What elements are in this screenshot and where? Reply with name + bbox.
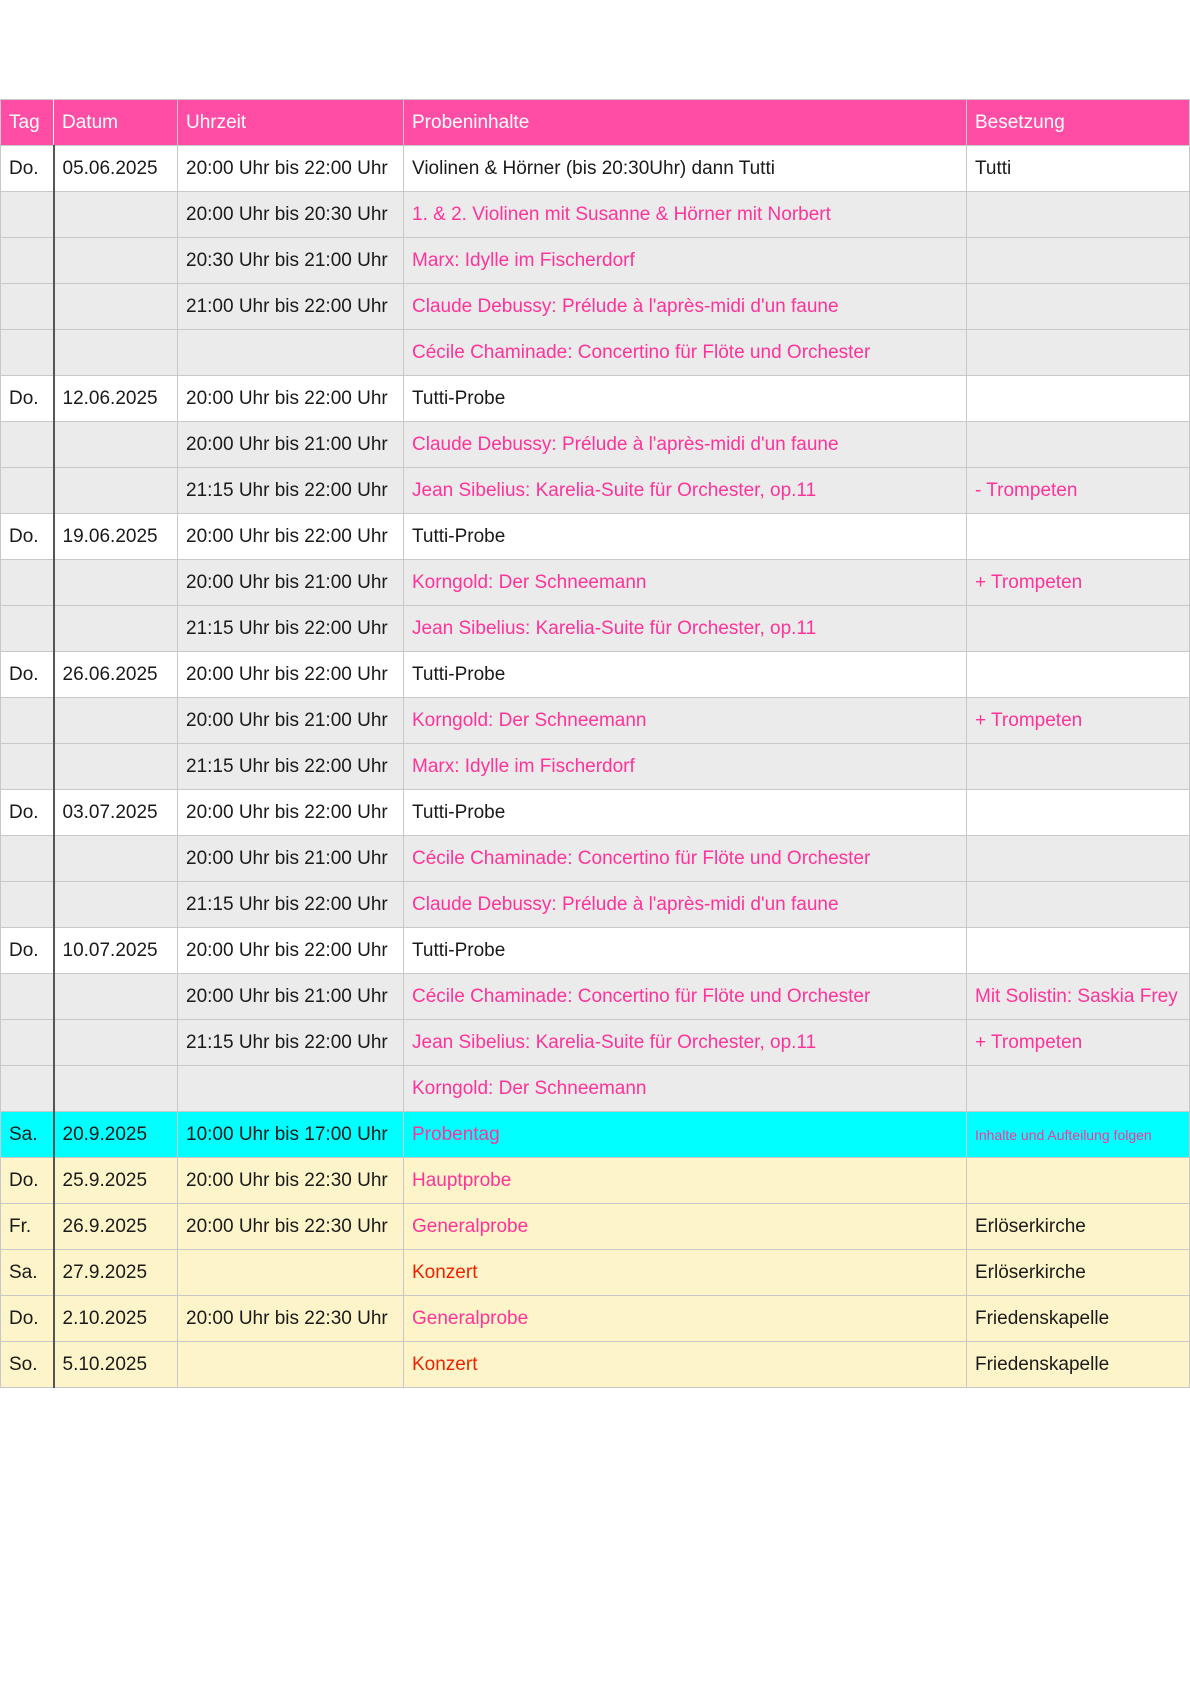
cell-besetzung-text: + Trompeten xyxy=(975,709,1083,731)
cell-uhrzeit xyxy=(178,1250,404,1296)
cell-datum xyxy=(54,1066,178,1112)
cell-datum-text: 26.9.2025 xyxy=(62,1215,148,1237)
table-row xyxy=(1,238,1190,284)
cell-tag-text: Do. xyxy=(9,1307,39,1329)
cell-uhrzeit xyxy=(178,422,404,468)
cell-tag xyxy=(1,974,54,1020)
cell-besetzung xyxy=(967,1296,1190,1342)
cell-besetzung xyxy=(967,652,1190,698)
cell-besetzung xyxy=(967,146,1190,192)
cell-tag xyxy=(1,1204,54,1250)
cell-datum xyxy=(54,422,178,468)
cell-datum xyxy=(54,376,178,422)
cell-uhrzeit xyxy=(178,1066,404,1112)
cell-uhrzeit-text: 20:00 Uhr bis 21:00 Uhr xyxy=(186,985,388,1007)
cell-tag xyxy=(1,698,54,744)
cell-probeninhalt-text: Hauptprobe xyxy=(412,1169,512,1191)
cell-probeninhalt xyxy=(404,836,967,882)
cell-datum xyxy=(54,652,178,698)
cell-besetzung xyxy=(967,1158,1190,1204)
cell-tag xyxy=(1,284,54,330)
cell-tag-text: Do. xyxy=(9,387,39,409)
cell-tag-text: Do. xyxy=(9,157,39,179)
cell-tag xyxy=(1,514,54,560)
cell-datum-text: 05.06.2025 xyxy=(62,157,158,179)
rehearsal-schedule-table xyxy=(0,99,1190,1388)
cell-besetzung-text: Tutti xyxy=(975,157,1012,179)
cell-datum-text: 19.06.2025 xyxy=(62,525,158,547)
cell-besetzung xyxy=(967,238,1190,284)
cell-besetzung-text: Friedenskapelle xyxy=(975,1307,1110,1329)
cell-probeninhalt xyxy=(404,146,967,192)
header-probeninhalte: Probeninhalte xyxy=(404,100,967,146)
cell-probeninhalt-text: Claude Debussy: Prélude à l'après-midi d'un faune xyxy=(412,433,839,455)
cell-tag xyxy=(1,1296,54,1342)
cell-tag xyxy=(1,1250,54,1296)
cell-tag xyxy=(1,606,54,652)
cell-probeninhalt xyxy=(404,330,967,376)
cell-probeninhalt-text: Violinen & Hörner (bis 20:30Uhr) dann Tutti xyxy=(412,157,775,179)
cell-tag xyxy=(1,192,54,238)
cell-probeninhalt xyxy=(404,560,967,606)
cell-uhrzeit xyxy=(178,1296,404,1342)
cell-uhrzeit xyxy=(178,330,404,376)
header-row xyxy=(1,100,1190,146)
cell-tag xyxy=(1,790,54,836)
cell-probeninhalt-text: Claude Debussy: Prélude à l'après-midi d'un faune xyxy=(412,893,839,915)
cell-besetzung xyxy=(967,560,1190,606)
cell-uhrzeit-text: 20:00 Uhr bis 21:00 Uhr xyxy=(186,847,388,869)
table-row xyxy=(1,974,1190,1020)
cell-probeninhalt xyxy=(404,1020,967,1066)
cell-uhrzeit xyxy=(178,1112,404,1158)
cell-tag xyxy=(1,376,54,422)
cell-uhrzeit-text: 21:15 Uhr bis 22:00 Uhr xyxy=(186,1031,388,1053)
cell-tag-text: Do. xyxy=(9,663,39,685)
cell-datum xyxy=(54,744,178,790)
cell-probeninhalt xyxy=(404,468,967,514)
table-row xyxy=(1,836,1190,882)
cell-tag xyxy=(1,1066,54,1112)
cell-tag-text: Do. xyxy=(9,939,39,961)
cell-probeninhalt-text: Cécile Chaminade: Concertino für Flöte und Orchester xyxy=(412,847,871,869)
cell-uhrzeit xyxy=(178,1020,404,1066)
cell-tag xyxy=(1,422,54,468)
cell-probeninhalt-text: Jean Sibelius: Karelia-Suite für Orchester, op.11 xyxy=(412,1031,817,1053)
cell-uhrzeit xyxy=(178,1342,404,1388)
cell-uhrzeit-text: 21:15 Uhr bis 22:00 Uhr xyxy=(186,893,388,915)
cell-uhrzeit xyxy=(178,514,404,560)
header-besetzung: Besetzung xyxy=(967,100,1190,146)
cell-probeninhalt-text: Jean Sibelius: Karelia-Suite für Orchester, op.11 xyxy=(412,617,817,639)
cell-probeninhalt xyxy=(404,1158,967,1204)
header-tag: Tag xyxy=(1,100,54,146)
cell-uhrzeit xyxy=(178,744,404,790)
cell-probeninhalt-text: Korngold: Der Schneemann xyxy=(412,709,647,731)
cell-besetzung xyxy=(967,422,1190,468)
cell-besetzung xyxy=(967,698,1190,744)
cell-datum xyxy=(54,606,178,652)
cell-uhrzeit xyxy=(178,698,404,744)
cell-probeninhalt xyxy=(404,606,967,652)
cell-besetzung-text: Friedenskapelle xyxy=(975,1353,1110,1375)
cell-probeninhalt xyxy=(404,744,967,790)
table-row xyxy=(1,882,1190,928)
table-row xyxy=(1,744,1190,790)
cell-besetzung xyxy=(967,468,1190,514)
cell-probeninhalt-text: Marx: Idylle im Fischerdorf xyxy=(412,249,635,271)
table-row xyxy=(1,514,1190,560)
cell-datum xyxy=(54,192,178,238)
cell-probeninhalt-text: Marx: Idylle im Fischerdorf xyxy=(412,755,635,777)
cell-probeninhalt xyxy=(404,928,967,974)
table-row xyxy=(1,928,1190,974)
cell-probeninhalt-text: Konzert xyxy=(412,1261,478,1283)
cell-datum xyxy=(54,882,178,928)
cell-datum xyxy=(54,1250,178,1296)
table-row xyxy=(1,1342,1190,1388)
table-row xyxy=(1,284,1190,330)
cell-besetzung-text: Inhalte und Aufteilung folgen xyxy=(975,1126,1152,1143)
cell-tag xyxy=(1,330,54,376)
cell-uhrzeit-text: 21:00 Uhr bis 22:00 Uhr xyxy=(186,295,388,317)
cell-datum-text: 12.06.2025 xyxy=(62,387,158,409)
cell-probeninhalt xyxy=(404,698,967,744)
cell-datum xyxy=(54,928,178,974)
cell-probeninhalt xyxy=(404,1112,967,1158)
cell-uhrzeit xyxy=(178,790,404,836)
cell-datum-text: 03.07.2025 xyxy=(62,801,158,823)
cell-tag xyxy=(1,1112,54,1158)
cell-besetzung xyxy=(967,790,1190,836)
cell-probeninhalt xyxy=(404,238,967,284)
cell-uhrzeit xyxy=(178,560,404,606)
cell-probeninhalt xyxy=(404,1066,967,1112)
cell-datum xyxy=(54,974,178,1020)
cell-probeninhalt-text: Tutti-Probe xyxy=(412,387,506,409)
cell-datum xyxy=(54,284,178,330)
header-uhrzeit: Uhrzeit xyxy=(178,100,404,146)
cell-besetzung xyxy=(967,836,1190,882)
cell-uhrzeit xyxy=(178,1204,404,1250)
cell-tag xyxy=(1,882,54,928)
cell-uhrzeit xyxy=(178,376,404,422)
table-row xyxy=(1,1296,1190,1342)
table-row xyxy=(1,1158,1190,1204)
cell-tag xyxy=(1,468,54,514)
cell-tag xyxy=(1,1158,54,1204)
cell-uhrzeit xyxy=(178,974,404,1020)
cell-uhrzeit xyxy=(178,928,404,974)
cell-probeninhalt-text: Tutti-Probe xyxy=(412,525,506,547)
cell-uhrzeit-text: 20:00 Uhr bis 22:00 Uhr xyxy=(186,663,388,685)
cell-probeninhalt-text: Generalprobe xyxy=(412,1307,529,1329)
table-row xyxy=(1,468,1190,514)
cell-datum-text: 20.9.2025 xyxy=(62,1123,148,1145)
cell-besetzung xyxy=(967,284,1190,330)
cell-uhrzeit-text: 20:00 Uhr bis 21:00 Uhr xyxy=(186,571,388,593)
table-row xyxy=(1,1112,1190,1158)
cell-uhrzeit-text: 20:00 Uhr bis 22:00 Uhr xyxy=(186,801,388,823)
cell-probeninhalt-text: Tutti-Probe xyxy=(412,939,506,961)
cell-probeninhalt xyxy=(404,882,967,928)
table-body xyxy=(1,146,1190,1388)
cell-datum-text: 5.10.2025 xyxy=(62,1353,148,1375)
table-row xyxy=(1,652,1190,698)
table-row xyxy=(1,192,1190,238)
cell-tag xyxy=(1,652,54,698)
cell-datum xyxy=(54,560,178,606)
cell-uhrzeit-text: 10:00 Uhr bis 17:00 Uhr xyxy=(186,1123,388,1145)
cell-probeninhalt xyxy=(404,1204,967,1250)
cell-besetzung xyxy=(967,928,1190,974)
cell-uhrzeit-text: 20:00 Uhr bis 22:30 Uhr xyxy=(186,1307,388,1329)
cell-uhrzeit-text: 20:00 Uhr bis 22:00 Uhr xyxy=(186,939,388,961)
cell-probeninhalt xyxy=(404,1250,967,1296)
cell-tag xyxy=(1,560,54,606)
cell-uhrzeit xyxy=(178,192,404,238)
cell-probeninhalt xyxy=(404,376,967,422)
header-datum: Datum xyxy=(54,100,178,146)
cell-tag xyxy=(1,146,54,192)
cell-uhrzeit-text: 20:00 Uhr bis 22:00 Uhr xyxy=(186,157,388,179)
cell-besetzung xyxy=(967,376,1190,422)
cell-besetzung xyxy=(967,1342,1190,1388)
cell-besetzung xyxy=(967,192,1190,238)
cell-tag xyxy=(1,1020,54,1066)
cell-uhrzeit xyxy=(178,284,404,330)
cell-datum xyxy=(54,330,178,376)
cell-uhrzeit xyxy=(178,1158,404,1204)
cell-datum-text: 25.9.2025 xyxy=(62,1169,148,1191)
cell-besetzung xyxy=(967,606,1190,652)
cell-datum-text: 2.10.2025 xyxy=(62,1307,148,1329)
cell-probeninhalt-text: Tutti-Probe xyxy=(412,801,506,823)
cell-tag-text: Do. xyxy=(9,1169,39,1191)
cell-probeninhalt-text: Tutti-Probe xyxy=(412,663,506,685)
cell-uhrzeit xyxy=(178,238,404,284)
cell-tag xyxy=(1,744,54,790)
cell-uhrzeit-text: 21:15 Uhr bis 22:00 Uhr xyxy=(186,617,388,639)
table-row xyxy=(1,1020,1190,1066)
cell-besetzung xyxy=(967,330,1190,376)
table-row xyxy=(1,1250,1190,1296)
cell-probeninhalt-text: Claude Debussy: Prélude à l'après-midi d'un faune xyxy=(412,295,839,317)
cell-datum xyxy=(54,790,178,836)
cell-probeninhalt xyxy=(404,974,967,1020)
cell-probeninhalt-text: Korngold: Der Schneemann xyxy=(412,1077,647,1099)
cell-probeninhalt-text: Generalprobe xyxy=(412,1215,529,1237)
cell-besetzung-text: + Trompeten xyxy=(975,1031,1083,1053)
cell-uhrzeit xyxy=(178,146,404,192)
cell-probeninhalt-text: 1. & 2. Violinen mit Susanne & Hörner mit Norbert xyxy=(412,203,831,225)
cell-besetzung xyxy=(967,1250,1190,1296)
table-row xyxy=(1,422,1190,468)
cell-uhrzeit-text: 20:00 Uhr bis 20:30 Uhr xyxy=(186,203,388,225)
cell-datum xyxy=(54,146,178,192)
cell-probeninhalt xyxy=(404,1296,967,1342)
cell-datum xyxy=(54,1204,178,1250)
cell-uhrzeit-text: 20:00 Uhr bis 22:00 Uhr xyxy=(186,525,388,547)
cell-datum xyxy=(54,1112,178,1158)
cell-tag-text: Sa. xyxy=(9,1123,38,1145)
table-row xyxy=(1,330,1190,376)
table-row xyxy=(1,606,1190,652)
cell-besetzung xyxy=(967,1204,1190,1250)
cell-besetzung xyxy=(967,882,1190,928)
cell-besetzung-text: + Trompeten xyxy=(975,571,1083,593)
cell-datum-text: 27.9.2025 xyxy=(62,1261,148,1283)
cell-probeninhalt xyxy=(404,422,967,468)
table-row xyxy=(1,146,1190,192)
cell-besetzung xyxy=(967,1112,1190,1158)
cell-uhrzeit-text: 20:00 Uhr bis 22:30 Uhr xyxy=(186,1169,388,1191)
cell-probeninhalt xyxy=(404,192,967,238)
cell-besetzung-text: Erlöserkirche xyxy=(975,1261,1086,1283)
cell-datum-text: 26.06.2025 xyxy=(62,663,158,685)
cell-probeninhalt-text: Korngold: Der Schneemann xyxy=(412,571,647,593)
cell-besetzung xyxy=(967,744,1190,790)
cell-datum xyxy=(54,1158,178,1204)
cell-datum xyxy=(54,1020,178,1066)
cell-besetzung xyxy=(967,974,1190,1020)
cell-uhrzeit-text: 20:00 Uhr bis 21:00 Uhr xyxy=(186,709,388,731)
table-header xyxy=(1,100,1190,146)
cell-probeninhalt xyxy=(404,652,967,698)
cell-datum xyxy=(54,1342,178,1388)
cell-uhrzeit-text: 21:15 Uhr bis 22:00 Uhr xyxy=(186,479,388,501)
cell-uhrzeit xyxy=(178,652,404,698)
cell-tag-text: Fr. xyxy=(9,1215,32,1237)
cell-datum xyxy=(54,468,178,514)
table-row xyxy=(1,1066,1190,1112)
cell-probeninhalt-text: Cécile Chaminade: Concertino für Flöte und Orchester xyxy=(412,341,871,363)
table-row xyxy=(1,1204,1190,1250)
cell-datum xyxy=(54,698,178,744)
cell-besetzung xyxy=(967,1020,1190,1066)
cell-tag xyxy=(1,836,54,882)
cell-tag-text: Do. xyxy=(9,525,39,547)
cell-datum xyxy=(54,514,178,560)
cell-besetzung-text: Erlöserkirche xyxy=(975,1215,1086,1237)
cell-probeninhalt xyxy=(404,790,967,836)
cell-tag xyxy=(1,1342,54,1388)
cell-uhrzeit xyxy=(178,836,404,882)
cell-probeninhalt xyxy=(404,1342,967,1388)
cell-uhrzeit xyxy=(178,606,404,652)
cell-uhrzeit-text: 20:30 Uhr bis 21:00 Uhr xyxy=(186,249,388,271)
cell-tag-text: Do. xyxy=(9,801,39,823)
cell-datum xyxy=(54,1296,178,1342)
cell-tag-text: Sa. xyxy=(9,1261,38,1283)
cell-besetzung-text: - Trompeten xyxy=(975,479,1078,501)
cell-probeninhalt-text: Cécile Chaminade: Concertino für Flöte und Orchester xyxy=(412,985,871,1007)
cell-datum xyxy=(54,238,178,284)
cell-tag xyxy=(1,238,54,284)
table-row xyxy=(1,560,1190,606)
cell-probeninhalt-text: Konzert xyxy=(412,1353,478,1375)
cell-uhrzeit-text: 20:00 Uhr bis 22:00 Uhr xyxy=(186,387,388,409)
cell-datum-text: 10.07.2025 xyxy=(62,939,158,961)
cell-probeninhalt-text: Jean Sibelius: Karelia-Suite für Orchester, op.11 xyxy=(412,479,817,501)
table-row xyxy=(1,790,1190,836)
cell-uhrzeit xyxy=(178,468,404,514)
cell-besetzung xyxy=(967,514,1190,560)
cell-uhrzeit-text: 20:00 Uhr bis 22:30 Uhr xyxy=(186,1215,388,1237)
cell-datum xyxy=(54,836,178,882)
cell-besetzung xyxy=(967,1066,1190,1112)
cell-uhrzeit-text: 21:15 Uhr bis 22:00 Uhr xyxy=(186,755,388,777)
cell-uhrzeit-text: 20:00 Uhr bis 21:00 Uhr xyxy=(186,433,388,455)
cell-probeninhalt xyxy=(404,514,967,560)
cell-tag-text: So. xyxy=(9,1353,38,1375)
cell-probeninhalt-text: Probentag xyxy=(412,1123,500,1145)
cell-tag xyxy=(1,928,54,974)
table-row xyxy=(1,698,1190,744)
cell-besetzung-text: Mit Solistin: Saskia Frey xyxy=(975,985,1178,1007)
cell-uhrzeit xyxy=(178,882,404,928)
cell-probeninhalt xyxy=(404,284,967,330)
table-row xyxy=(1,376,1190,422)
